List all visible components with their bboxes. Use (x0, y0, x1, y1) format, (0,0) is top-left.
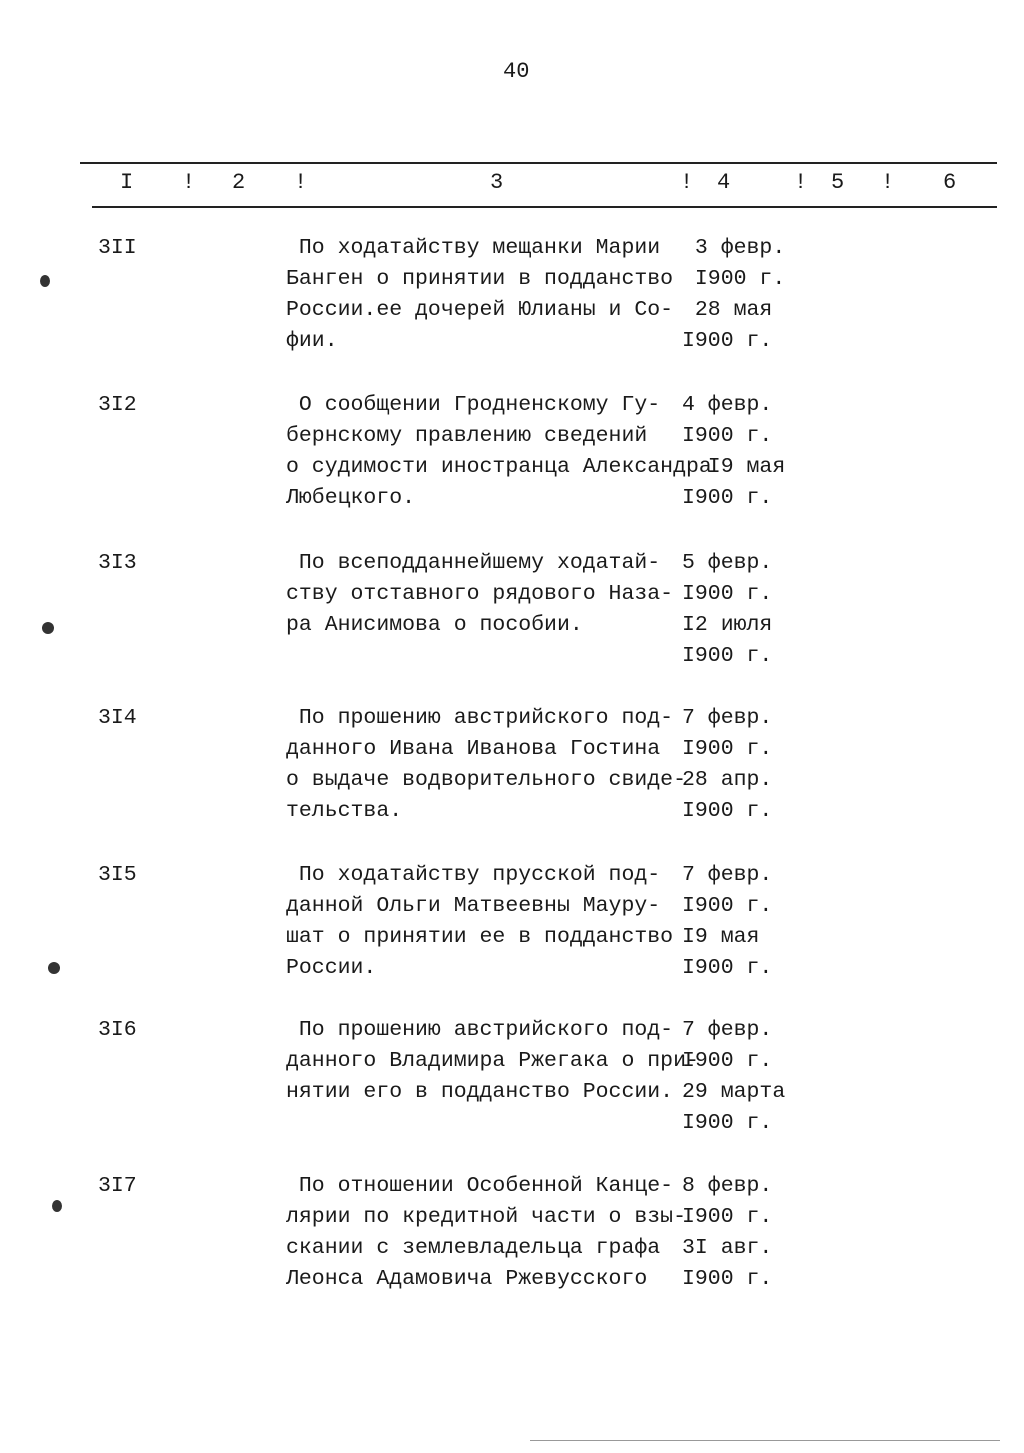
entry-line (286, 233, 886, 264)
entry-description: лярии по кредитной части о взы- (286, 1205, 686, 1229)
column-separator: ! (680, 170, 694, 195)
entry-line (286, 326, 886, 357)
entry-line (286, 734, 886, 765)
entry-description: Банген о принятии в подданство (286, 267, 674, 291)
entry-description: о судимости иностранца Александра (286, 455, 712, 479)
entry-description: России. (286, 956, 377, 980)
entry-line (286, 796, 886, 827)
entry-description: России.ее дочерей Юлианы и Со- (286, 298, 674, 322)
column-separator: ! (794, 170, 808, 195)
entry-line (286, 548, 886, 579)
entry-description: О сообщении Гродненскому Гу- (286, 393, 661, 417)
binding-hole-mark (52, 1200, 62, 1212)
entry-date: I900 г. (682, 1205, 773, 1229)
entry-date: I900 г. (682, 956, 773, 980)
entry-date: 7 февр. (682, 706, 773, 730)
entry-description: о выдаче водворительного свиде- (286, 768, 686, 792)
binding-hole-mark (48, 962, 60, 974)
entry-date: I900 г. (682, 1267, 773, 1291)
entry-line (286, 1046, 886, 1077)
column-separator: ! (881, 170, 895, 195)
column-separator: ! (182, 170, 196, 195)
entry-description: данной Ольги Матвеевны Мауру- (286, 894, 661, 918)
entry-date: I900 г. (682, 894, 773, 918)
entry-description: По всеподданнейшему ходатай- (286, 551, 661, 575)
entry-line (286, 264, 886, 295)
entry-description: По ходатайству мещанки Марии (286, 236, 661, 260)
entry-date: 28 апр. (682, 768, 773, 792)
binding-hole-mark (42, 622, 54, 634)
entry-line (286, 765, 886, 796)
header-top-rule (80, 162, 997, 164)
entry-date: I900 г. (682, 799, 773, 823)
page-number: 40 (503, 59, 530, 84)
entry-number: 3I7 (98, 1174, 137, 1198)
entry-number: 3I4 (98, 706, 137, 730)
entry-description: тельства. (286, 799, 403, 823)
entry-description: нятии его в подданство России. (286, 1080, 674, 1104)
entry-description: Любецкого. (286, 486, 416, 510)
entry-line (286, 1264, 886, 1295)
entry-description: бернскому правлению сведений (286, 424, 648, 448)
entry-date: 3I авг. (682, 1236, 773, 1260)
entry-date: I9 мая (682, 455, 786, 479)
binding-hole-mark (40, 275, 50, 287)
entry-line (286, 953, 886, 984)
entry-line (286, 579, 886, 610)
entry-description: фии. (286, 329, 338, 353)
entry-date: I900 г. (682, 582, 773, 606)
entry-date: 28 мая (682, 298, 773, 322)
entry-line (286, 390, 886, 421)
entry-number: 3I2 (98, 393, 137, 417)
entry-description: По прошению австрийского под- (286, 1018, 674, 1042)
entry-date: I2 июля (682, 613, 773, 637)
entry-line (286, 1077, 886, 1108)
entry-line (286, 891, 886, 922)
entry-line (286, 1202, 886, 1233)
entry-description: данного Владимира Ржегака о при- (286, 1049, 699, 1073)
column-header-1: I (120, 170, 134, 195)
column-header-6: 6 (943, 170, 957, 195)
entry-description: По прошению австрийского под- (286, 706, 674, 730)
entry-number: 3II (98, 236, 137, 260)
entry-date: I900 г. (682, 1111, 773, 1135)
entry-number: 3I6 (98, 1018, 137, 1042)
entry-description: По ходатайству прусской под- (286, 863, 661, 887)
column-separator: ! (294, 170, 308, 195)
entry-date: 7 февр. (682, 863, 773, 887)
entry-date: 29 марта (682, 1080, 786, 1104)
entry-line (286, 421, 886, 452)
entry-line (286, 1233, 886, 1264)
entry-date: I900 г. (682, 644, 773, 668)
entry-date: 7 февр. (682, 1018, 773, 1042)
entry-date: 3 февр. (682, 236, 786, 260)
entry-date: I900 г. (682, 267, 786, 291)
entry-description: шат о принятии ее в подданство (286, 925, 674, 949)
entry-line (286, 922, 886, 953)
entry-line (286, 610, 886, 641)
column-header-2: 2 (232, 170, 246, 195)
header-bottom-rule (92, 206, 997, 208)
entry-date: 5 февр. (682, 551, 773, 575)
entry-description: ра Анисимова о пособии. (286, 613, 583, 637)
entry-date: I900 г. (682, 424, 773, 448)
entry-description: ству отставного рядового Наза- (286, 582, 674, 606)
entry-description: скании с землевладельца графа (286, 1236, 661, 1260)
entry-number: 3I3 (98, 551, 137, 575)
entry-line (286, 641, 886, 672)
entry-date: I900 г. (682, 329, 773, 353)
entry-date: I900 г. (682, 737, 773, 761)
entry-line (286, 1108, 886, 1139)
column-header-3: 3 (490, 170, 504, 195)
entry-number: 3I5 (98, 863, 137, 887)
column-header-4: 4 (717, 170, 731, 195)
entry-line (286, 1015, 886, 1046)
entry-line (286, 452, 886, 483)
entry-line (286, 703, 886, 734)
entry-line (286, 483, 886, 514)
entry-date: I900 г. (682, 486, 773, 510)
entry-line (286, 295, 886, 326)
entry-date: 8 февр. (682, 1174, 773, 1198)
entry-line (286, 1171, 886, 1202)
entry-date: I900 г. (682, 1049, 773, 1073)
entry-line (286, 860, 886, 891)
bottom-edge-line (530, 1440, 1000, 1441)
entry-description: Леонса Адамовича Ржевусского (286, 1267, 648, 1291)
entry-date: 4 февр. (682, 393, 773, 417)
entry-date: I9 мая (682, 925, 760, 949)
column-header-5: 5 (831, 170, 845, 195)
entry-description: данного Ивана Иванова Гостина (286, 737, 661, 761)
entry-description: По отношении Особенной Канце- (286, 1174, 674, 1198)
